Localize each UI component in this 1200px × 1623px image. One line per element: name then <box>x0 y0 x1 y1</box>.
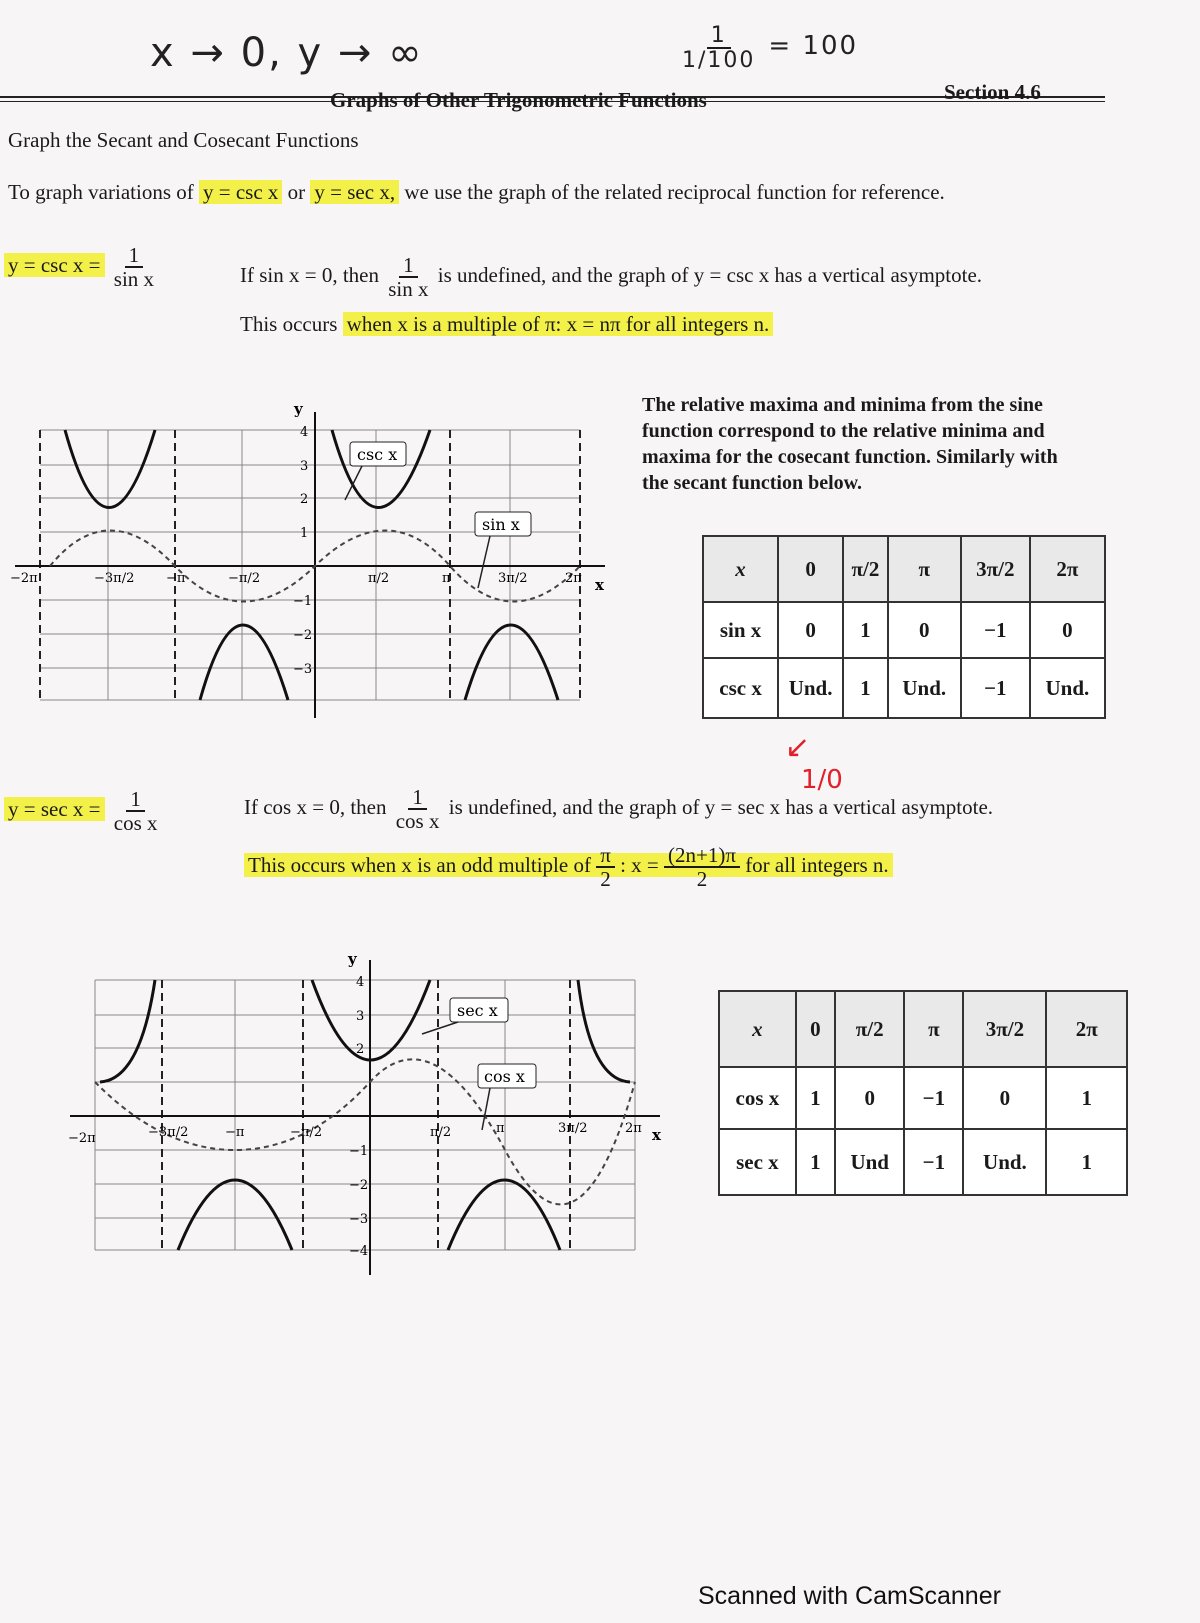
table-sec-head-pi: π <box>904 991 963 1067</box>
table-csc-head-3pi2: 3π/2 <box>961 536 1030 602</box>
subheading: Graph the Secant and Cosecant Functions <box>8 128 359 152</box>
sec-if-den: cos x <box>395 809 440 834</box>
graph-csc-tick-neg-3pi2: −3π/2 <box>94 571 135 586</box>
table-sec-head-pi2: π/2 <box>835 991 904 1067</box>
intro-prefix: To graph variations of <box>8 180 194 204</box>
csc-den: sin x <box>113 267 155 292</box>
table-csc-sin-pi: 0 <box>888 602 961 658</box>
table-csc-csc-pi2: 1 <box>843 658 888 718</box>
csc-occurs <box>240 312 773 337</box>
graph-csc <box>10 400 610 720</box>
graph-csc-tick-neg-2pi: −2π <box>10 571 38 586</box>
table-sec-cos-pi: −1 <box>904 1067 963 1129</box>
graph-sec-ytick-neg2: −2 <box>349 1178 369 1193</box>
graph-sec-branch-1 <box>100 980 155 1082</box>
table-csc-head-pi2: π/2 <box>843 536 888 602</box>
sec-explanation <box>244 786 993 832</box>
table-sec-head-x: x <box>719 991 796 1067</box>
red-note-text: 1/0 <box>801 765 843 795</box>
csc-definition <box>4 244 158 290</box>
table-sec-cos-label: cos x <box>719 1067 796 1129</box>
sec-den: cos x <box>113 811 158 836</box>
section-number: Section 4.6 <box>944 80 1041 104</box>
graph-csc-ytick-neg3: −3 <box>293 662 313 677</box>
graph-csc-callout-sin: sin x <box>482 515 520 534</box>
graph-sec-tick-pi2: π/2 <box>430 1125 452 1140</box>
sec-asym: has a vertical asymptote. <box>785 794 994 819</box>
sec-pi-den: 2 <box>600 867 611 892</box>
table-csc-csc-0: Und. <box>778 658 843 718</box>
intro-sentence <box>8 180 945 205</box>
table-csc-csc-pi: Und. <box>888 658 961 718</box>
graph-csc-ytick-4: 4 <box>300 425 309 440</box>
csc-occurs-prefix: This occurs <box>240 312 338 336</box>
graph-csc-tick-neg-pi: −π <box>166 571 186 586</box>
graph-sec-tick-neg-pi2: −π/2 <box>290 1125 323 1140</box>
sec-lhs: y = sec x = <box>4 797 105 821</box>
table-sec-cos-0: 1 <box>796 1067 835 1129</box>
table-sec <box>718 990 1128 1196</box>
csc-undef: is undefined, and the graph of <box>437 262 689 287</box>
graph-sec-ytick-neg1: −1 <box>349 1144 369 1159</box>
graph-sec-branch-5 <box>578 980 630 1082</box>
csc-if-den: sin x <box>388 277 429 302</box>
table-csc-sin-0: 0 <box>778 602 843 658</box>
graph-csc-ytick-2: 2 <box>300 492 309 507</box>
graph-csc-tick-neg-pi2: −π/2 <box>228 571 261 586</box>
table-csc <box>702 535 1106 719</box>
table-csc-csc-3pi2: −1 <box>961 658 1030 718</box>
graph-sec-tick-2pi: 2π <box>625 1121 642 1136</box>
graph-csc-branch-1 <box>65 430 155 508</box>
table-csc-head-2pi: 2π <box>1030 536 1105 602</box>
table-csc-sin-label: sin x <box>703 602 778 658</box>
csc-occurs-when: when x is a multiple of π: x = nπ for all integers n. <box>343 312 774 336</box>
graph-csc-callout-csc: csc x <box>357 445 398 464</box>
csc-lhs: y = csc x = <box>4 253 105 277</box>
sec-if-num: 1 <box>408 786 427 810</box>
table-sec-cos-pi2: 0 <box>835 1067 904 1129</box>
table-sec-head-3pi2: 3π/2 <box>963 991 1046 1067</box>
graph-sec-tick-neg-3pi2: −3π/2 <box>148 1125 189 1140</box>
intro-suffix: we use the graph of the related reciprocal function for reference. <box>404 180 945 204</box>
csc-graph-fn: y = csc x <box>693 262 770 287</box>
graph-sec-tick-3pi2: 3π/2 <box>558 1121 588 1136</box>
graph-sec-callout-cos: cos x <box>484 1067 525 1086</box>
sec-occurs <box>244 844 893 890</box>
handwritten-fraction-result: = 100 <box>768 31 859 62</box>
graph-sec-branch-4 <box>448 1180 560 1250</box>
sec-num: 1 <box>126 788 145 812</box>
red-arrow-icon: ↙ <box>785 730 811 765</box>
graph-sec-x-label: x <box>652 1126 661 1144</box>
table-sec-sec-pi2: Und <box>835 1129 904 1195</box>
csc-asym: has a vertical asymptote. <box>774 262 983 287</box>
handwritten-fraction <box>678 24 858 72</box>
table-csc-sin-pi2: 1 <box>843 602 888 658</box>
table-sec-sec-pi: −1 <box>904 1129 963 1195</box>
graph-sec-tick-neg-2pi: −2π <box>68 1131 96 1146</box>
sec-undef: is undefined, and the graph of <box>448 794 700 819</box>
sec-colon-x: : x = <box>620 852 659 877</box>
table-csc-head-0: 0 <box>778 536 843 602</box>
graph-sec-ytick-neg3: −3 <box>349 1212 369 1227</box>
table-csc-sin-3pi2: −1 <box>961 602 1030 658</box>
table-sec-sec-2pi: 1 <box>1046 1129 1127 1195</box>
intro-sec: y = sec x, <box>310 180 399 204</box>
graph-sec-ytick-2: 2 <box>356 1042 365 1057</box>
table-sec-sec-0: 1 <box>796 1129 835 1195</box>
graph-sec-ytick-4: 4 <box>356 975 365 990</box>
graph-csc-ytick-neg1: −1 <box>293 594 313 609</box>
table-sec-head-0: 0 <box>796 991 835 1067</box>
handwritten-fraction-num: 1 <box>707 24 731 49</box>
graph-csc-x-label: x <box>595 576 604 594</box>
scanner-watermark: Scanned with CamScanner <box>698 1582 1001 1610</box>
sec-suffix: for all integers n. <box>745 852 889 877</box>
sec-gen-den: 2 <box>696 867 708 892</box>
graph-sec-tick-pi: π <box>496 1121 505 1136</box>
sec-graph-fn: y = sec x <box>704 794 781 819</box>
sec-if: If cos x = 0, then <box>244 794 387 819</box>
table-csc-csc-label: csc x <box>703 658 778 718</box>
table-sec-head-2pi: 2π <box>1046 991 1127 1067</box>
graph-sec-callout-sec: sec x <box>457 1001 498 1020</box>
graph-sec-ytick-3: 3 <box>356 1009 365 1024</box>
extrema-note: The relative maxima and minima from the sine function correspond to the relative minima and maxima for the cosecant function. Similarly with the secant function below. <box>642 394 1058 494</box>
table-sec-cos-3pi2: 0 <box>963 1067 1046 1129</box>
csc-if: If sin x = 0, then <box>240 262 379 287</box>
table-sec-sec-label: sec x <box>719 1129 796 1195</box>
graph-sec-y-label: y <box>348 950 357 968</box>
graph-sec <box>60 950 680 1290</box>
sec-gen-num: (2n+1)π <box>664 844 740 868</box>
graph-sec-ytick-neg4: −4 <box>349 1244 369 1259</box>
sec-definition <box>4 788 162 834</box>
sec-occurs-prefix: This occurs when x is an odd multiple of <box>248 852 591 877</box>
graph-sec-tick-neg-pi: −π <box>225 1125 245 1140</box>
table-csc-head-pi: π <box>888 536 961 602</box>
table-csc-head-x: x <box>703 536 778 602</box>
sec-pi-num: π <box>596 844 615 868</box>
graph-csc-branch-4 <box>465 625 558 700</box>
graph-csc-ytick-1: 1 <box>300 526 309 541</box>
intro-csc: y = csc x <box>199 180 282 204</box>
handwritten-fraction-den: 1/100 <box>682 48 756 74</box>
intro-or: or <box>287 180 306 204</box>
graph-csc-ytick-3: 3 <box>300 459 309 474</box>
table-sec-sec-3pi2: Und. <box>963 1129 1046 1195</box>
graph-csc-tick-pi2: π/2 <box>368 571 390 586</box>
graph-csc-tick-pi: π <box>442 571 451 586</box>
table-sec-cos-2pi: 1 <box>1046 1067 1127 1129</box>
graph-csc-ytick-neg2: −2 <box>293 628 313 643</box>
handwritten-limit-note: x → 0, y → ∞ <box>150 30 424 76</box>
table-csc-sin-2pi: 0 <box>1030 602 1105 658</box>
table-csc-csc-2pi: Und. <box>1030 658 1105 718</box>
page-title: Graphs of Other Trigonometric Functions <box>330 88 707 112</box>
csc-num: 1 <box>125 244 144 268</box>
graph-csc-tick-2pi: 2π <box>565 571 582 586</box>
graph-csc-y-label: y <box>294 400 303 418</box>
graph-csc-branch-2 <box>200 625 288 700</box>
csc-if-num: 1 <box>399 254 418 278</box>
graph-csc-tick-3pi2: 3π/2 <box>498 571 528 586</box>
csc-explanation <box>240 254 982 300</box>
